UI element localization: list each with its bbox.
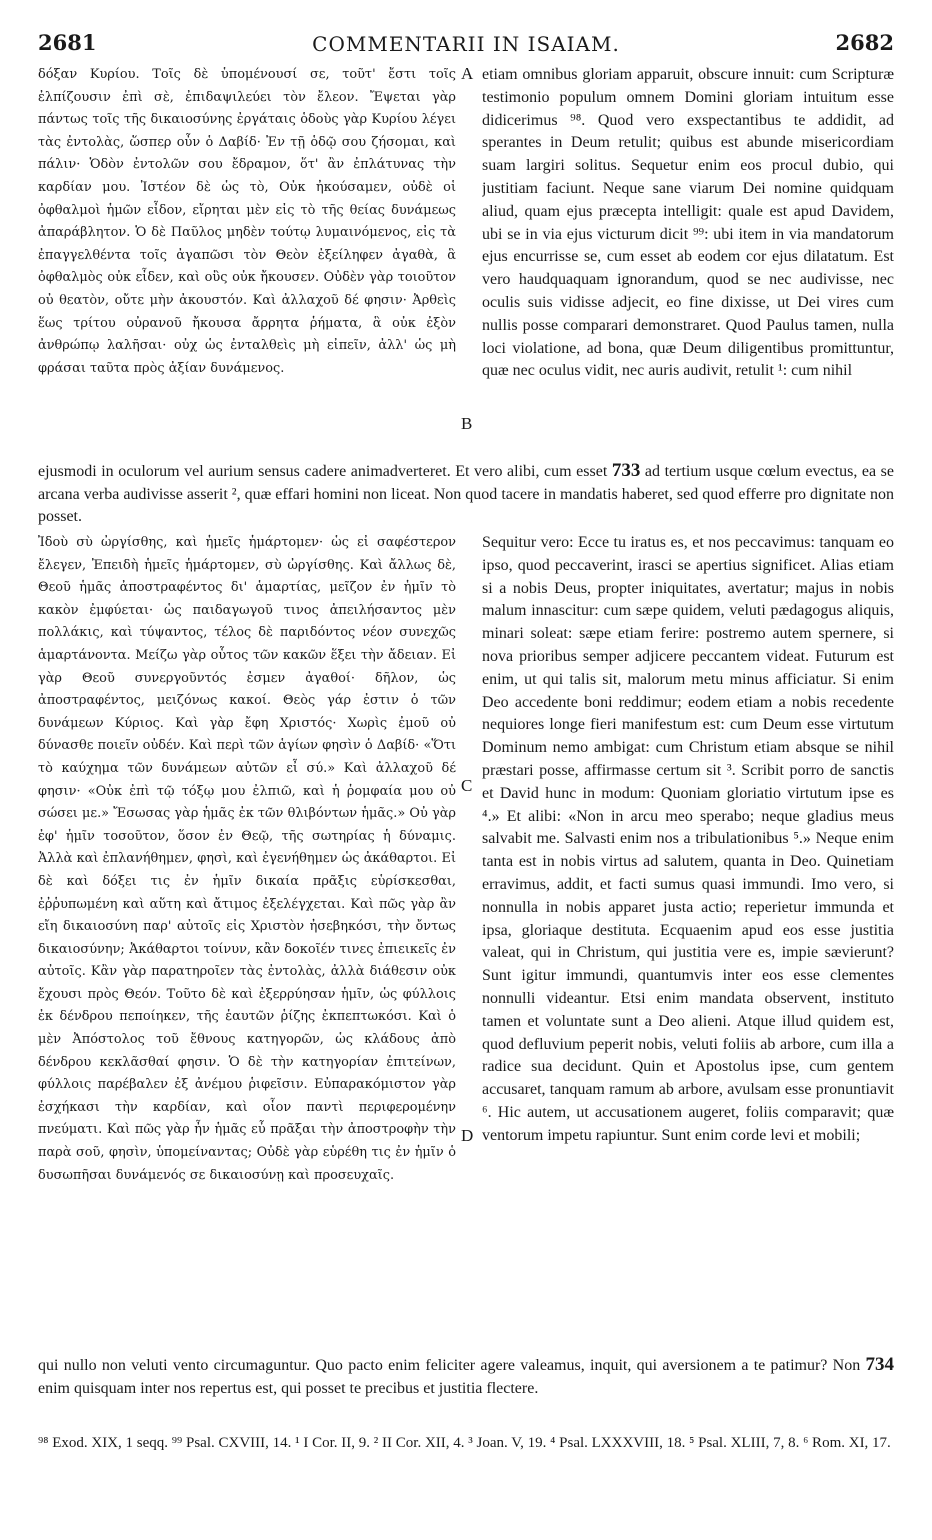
latin-column-section-1 [482,64,894,458]
fullwidth-text-1-end: ad tertium usque cœlum evectus, ea se arcana verba audivisse asserit ², quæ effari homini non liceat. Non quod tacere in mandatis haberet, sed quod efferre pro dignitate non posset. [38,463,894,525]
footnotes: ⁹⁸ Exod. XIX, 1 seqq. ⁹⁹ Psal. CXVIII, 14. ¹ I Cor. II, 9. ² II Cor. XII, 4. ³ Joan. V, 19. ⁴ Psal. LXXXVIII, 18. ⁵ Psal. XLIII, 7, 8. ⁶ Rom. XI, 17. [38,1435,891,1451]
fullwidth-text-1-start: ejusmodi in oculorum vel aurium sensus cadere animadverteret. Et vero alibi, cum esset [38,463,612,480]
greek-column-section-1 [38,64,456,458]
fullwidth-text-2-start: qui nullo non veluti vento circumaguntur. Quo pacto enim feliciter agere valeamus, inquit, qui aversionem a te patimur? Non [38,1357,866,1374]
greek-column-section-2 [38,532,456,1354]
page-number-left: 2681 [38,30,97,55]
page-marker-733: 733 [611,460,641,481]
page-header [38,30,894,60]
column-marker-d: D [461,1126,474,1145]
column-marker-b: B [461,414,473,433]
greek-paragraph: Ἰδοὺ σὺ ὠργίσθης, καὶ ἡμεῖς ἡμάρτομεν· ὡς εἰ σαφέστερον ἔλεγεν, Ἐπειδὴ ἡμεῖς ἡμάρτομεν, σὺ ὠργίσθης. Καὶ ἄλλως δὲ, Θεοῦ ἡμᾶς ἀποστραφέντος δι' ἁμαρτίας, μεῖζον ἐν ἡμῖν τὸ κακὸν ἐμφύεται· ὡς παιδαγωγοῦ τινος ἀπειλήσαντος μὲν πολλάκις, καὶ τύψαντος, τέλος δὲ παριδόντος νέον συνεχῶς ἁμαρτάνοντα. Μείζω γὰρ οὗτος τῶν κακῶν ἕξει τὴν ἄδειαν. Εἰ γὰρ Θεοῦ συνεργοῦντός ἐσμεν ἀγαθοί· δῆλον, ὡς ἀποστραφέντος, μειζόνως κακοί. Θεὸς γάρ ἐστιν ὁ τῶν δυνάμεων Κύριος. Καὶ γὰρ ἔφη Χριστός· Χωρὶς ἐμοῦ οὐ δύνασθε ποιεῖν οὐδέν. Καὶ περὶ τῶν ἁγίων φησὶν ὁ Δαβίδ· «Ὅτι τὸ καύχημα τῶν δυνάμεων αὐτῶν εἶ σύ.» Καὶ ἀλλαχοῦ δέ φησιν· «Οὐκ ἐπὶ τῷ τόξῳ μου ἐλπιῶ, καὶ ἡ ῥομφαία μου οὐ σώσει με.» Ἔσωσας γὰρ ἡμᾶς ἐκ τῶν θλιβόντων ἡμᾶς.» Οὐ γὰρ ἐφ' ἡμῖν τοσοῦτον, ὅσον ἐν Θεῷ, τῆς σωτηρίας ἡ δύναμις. Ἀλλὰ καὶ ἐπλανήθημεν, φησὶ, καὶ ἐγενήθημεν ὡς ἀκάθαρτοι. Εἰ δὲ καὶ δόξει τις ἐν ἡμῖν δικαία πρᾶξις εὑρίσκεσθαι, ἐῤῥυπωμένη καὶ αὕτη καὶ ἄτιμος ἐξελέγχεται. Καὶ πῶς γὰρ ἂν εἴη δικαιοσύνη παρ' αὐτοῖς εἰς Χριστὸν ἠσεβηκόσι, τὴν ὄντως δικαιοσύνην; Ἀκάθαρτοι τοίνυν, κἂν δοκοῖέν τινες ἐπιεικεῖς ἐν αὐτοῖς. Κἂν γὰρ παρατηροῖεν τὰς ἐντολὰς, ἀλλὰ διάθεσιν οὐκ ἔχουσι πρὸς Θεόν. Τοῦτο δὲ καὶ ἐξερρύησαν ἡμῖν, ὡς φύλλοις ἐκ δένδρου πεποίηκεν, τῆς ἑαυτῶν ῥίζης ἐκπεπτωκόσι. Καὶ ὁ μὲν Ἀπόστολος τοῦ ἔθνους κατηγορῶν, ὡς κλάδους ἀπὸ δένδρου κεκλᾶσθαί φησιν. Ὁ δὲ τὴν κατηγορίαν ἐπιτείνων, φύλλοις παρέβαλεν ἐξ ἀνέμου ῥιφεῖσιν. Εὐπαρακόμιστον γὰρ ἐσχήκασι τὴν καρδίαν, καὶ οἷον παντὶ περιφερομένην πνεύματι. Καὶ πῶς γὰρ ἦν ἡμᾶς εὖ πρᾶξαι τὴν ἀποστροφὴν τὴν παρὰ σοῦ, φησὶν, ὑπομείναντας; Οὐδὲ γὰρ εὑρέθη τις ἐν ἡμῖν ὁ δυσωπῆσαι δυνάμενός σε δικαιοσύνῃ καὶ προσευχαῖς. [38,535,456,1183]
latin-column-section-2 [482,532,894,1354]
fullwidth-text-1 [38,460,894,529]
latin-paragraph: Sequitur vero: Ecce tu iratus es, et nos peccavimus: tanquam eo ipso, quod peccaverint, irasci se apertius significet. Alias etiam si a nobis Deus, propter iniquitates, avertatur; majus in nobis malum innascitur: cum sæpe quidem, veluti pædagogus aliquis, minari soleat: sæpe etiam ferire: postremo autem spernere, si nova prioribus semper adjicere peccantem videat. Futurum est enim, ut qui talis sit, malorum metu minus afficiatur. Si enim Deo accedente boni reddimur; eodem etiam a nobis recedente nequiores longe fieri manifestum est: cum Deum esse virtutum Dominum nemo ambigat: cum Christum etiam absque se nihil præstari posse, affirmasse certum sit ³. Scribit porro de sanctis et David hunc in modum: Quoniam gloriatio virtutum ipse es ⁴.» Et alibi: «Non in arcu meo sperabo; neque gladius meus salvabit me. Salvasti enim nos a tribulationibus ⁵.» Neque enim tanta est in nobis virtus ad salutem, quanta in Deo. Quinetiam erravimus, addit, et facti sumus quasi immundi. Imo vero, si nonnulla in nobis apparet justa actio; reperietur immunda et ipsa, gloriaque destituta. Ecquaenim apud eos esse justitia valeat, qui in Christum, qui justitia vere es, impie sævierunt? Sunt igitur immundi, quantumvis inter eos esse clementes nonnulli videantur. Etsi enim mandata observent, instituto tamen et voluntate sunt a Deo alieni. Atque illud quidem est, quod defluvium peperit nobis, veluti foliis ab arbore, cum illa a radice sua decidunt. Quin et Apostolus ipse, cum gentem accusaret, tanquam ramum ab arbore, avulsam esse pronuntiavit ⁶. Hic autem, ut accusationem augeret, foliis comparavit; quæ ventorum impetu rapiuntur. Sunt enim corde levi et mobili; [482,534,894,1144]
column-marker-c: C [461,776,473,795]
page-marker-734: 734 [865,1354,894,1375]
greek-paragraph: δόξαν Κυρίου. Τοῖς δὲ ὑπομένουσί σε, τοῦτ' ἔστι τοῖς ἐλπίζουσιν ἐπὶ σὲ, ἐπιδαψιλεύει τὸν ἔλεον. Ἔψεται γὰρ πάντως τοῖς τῆς δικαιοσύνης ἐργάταις ὁδοὺς γὰρ Κυρίου λέγει τὰς ἐντολὰς, ὥσπερ οὖν ὁ Δαβίδ· Ἐν τῇ ὁδῷ σου ζήσομαι, καὶ πάλιν· Ὁδὸν ἐντολῶν σου ἔδραμον, ὅτ' ἂν ἐπλάτυνας τὴν καρδίαν μου. Ἰστέον δὲ ὡς τὸ, Οὐκ ἠκούσαμεν, οὐδὲ οἱ ὀφθαλμοὶ ἡμῶν εἶδον, εἴρηται μὲν εἰς τὸ τῆς θείας δυνάμεως ἀπαράβλητον. Ὁ δὲ Παῦλος μηδὲν τούτῳ λυμαινόμενος, εἰς τὰ ἐπαγγελθέντα τοῖς ἀγαπῶσι τὸν Θεὸν ἐξείληφεν ἀγαθὰ, ἃ ὀφθαλμὸς οὐκ εἶδεν, καὶ οὓς οὐκ ἤκουσεν. Οὐδὲν γὰρ τοιοῦτον οὐ θεατὸν, οὔτε μὴν ἀκουστόν. Καὶ ἀλλαχοῦ δέ φησιν· Ἀρθεὶς ἕως τρίτου οὐρανοῦ ἤκουσα ἄρρητα ῥήματα, ἃ οὐκ ἐξὸν ἀνθρώπῳ λαλῆσαι· οὐχ ὡς ἐνταλθεὶς μὴ εἰπεῖν, ἀλλ' ὡς μὴ φράσαι ταῦτα πρὸς ἀξίαν δυνάμενος. [38,67,456,376]
fullwidth-text-2-end: enim quisquam inter nos repertus est, qui posset te precibus et justitia flectere. [38,1379,539,1397]
running-title: COMMENTARII IN ISAIAM. [312,32,620,56]
fullwidth-text-2 [38,1354,894,1400]
latin-paragraph: etiam omnibus gloriam apparuit, obscure innuit: cum Scripturæ testimonio populum omnem Domini gloriam intuitum esse didicerimus ⁹⁸. Quod vero exspectantibus te addidit, ad sperantes in Deum retulit; quibus est abunde misericordiam suam largiri solitus. Sequetur enim eos procul dubio, qui justitiam faciunt. Neque sane viarum Dei nomine quidquam aliud, quam ejus præcepta intelligit: quale est apud Davidem, ubi se in via ejus victurum dicit ⁹⁹: ubi item in via mandatorum ejus encurrisse se, cum esset ab eodem cor ejus dilatatum. Est vero haudquaquam ignorandum, quod se nec audivisse, nec oculis suis vidisse adjecit, eo fine dixisse, ut Dei vires cum nullis posse comparari demonstraret. Quod Paulus tamen, nulla loci violatione, ad bona, quæ Deum diligentibus promittuntur, quæ nec oculus vidit, nec auris audivit, retulit ¹: cum nihil [482,66,894,380]
page-number-right: 2682 [835,30,894,55]
column-marker-a: A [461,64,474,83]
